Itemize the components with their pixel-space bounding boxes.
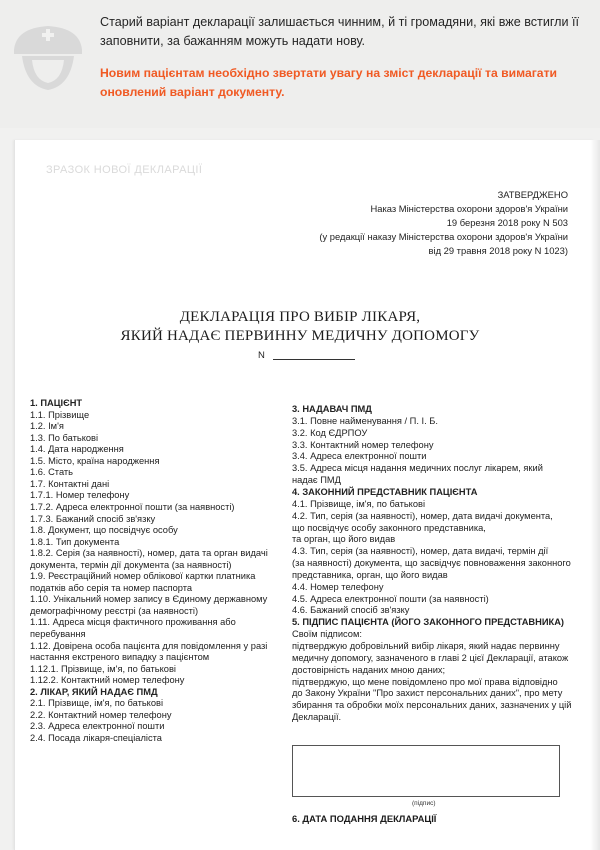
form-field-label: 1.6. Стать (30, 467, 74, 478)
form-field-label: 1.12. Довірена особа пацієнта для повідомлення у разі (30, 640, 268, 651)
declaration-number (258, 350, 355, 361)
banner-warning: Новим пацієнтам необхідно звертати увагу на зміст декларації та вимагати оновлений варіант документу. (100, 66, 558, 99)
form-field-label: (за наявності) документа, що засвідчує повноваження законного (292, 558, 571, 569)
form-field-label: 1.9. Реєстраційний номер облікової картки платника (30, 571, 256, 582)
form-field-label: 1.7.2. Адреса електронної пошти (за наявності) (30, 501, 235, 512)
section-heading: 5. ПІДПИС ПАЦІЄНТА (ЙОГО ЗАКОННОГО ПРЕДСТАВНИКА) (292, 617, 565, 628)
section-6-heading: 6. ДАТА ПОДАННЯ ДЕКЛАРАЦІЇ (292, 813, 437, 824)
form-field-label: 2.4. Посада лікаря-спеціаліста (30, 732, 162, 743)
form-field-label: 1.10. Унікальний номер запису в Єдиному державному (30, 594, 268, 605)
form-field-label: 1.12.1. Прізвище, ім'я, по батькові (30, 663, 176, 674)
form-field-label: 1.1. Прізвище (30, 409, 90, 420)
form-field-label: 4.3. Тип, серія (за наявності), номер, дата видачі, термін дії (292, 546, 549, 557)
form-field-label: 3.2. Код ЄДРПОУ (292, 427, 368, 438)
form-field-label: 1.7. Контактні дані (30, 478, 110, 489)
document-title-line-1: ДЕКЛАРАЦІЯ ПРО ВИБІР ЛІКАРЯ, (179, 309, 421, 325)
approval-line: ЗАТВЕРДЖЕНО (497, 189, 568, 200)
form-field-label: 2.1. Прізвище, ім'я, по батькові (30, 698, 164, 709)
form-field-label: перебування (30, 629, 86, 639)
form-field-label: 1.11. Адреса місця фактичного проживання або (30, 617, 236, 628)
section-heading: 3. НАДАВАЧ ПМД (292, 404, 372, 414)
nurse-icon (8, 20, 88, 92)
banner-notice: Старий варіант декларації залишається чинним, й ті громадяни, які вже встигли її заповнити, за бажанням можуть надати нову. (100, 15, 580, 48)
form-field-label: 4.5. Адреса електронної пошти (за наявності) (292, 593, 489, 604)
form-field-label: 1.7.1. Номер телефону (30, 490, 130, 501)
form-field-label: документа, термін дії документа (за наявності) (30, 559, 232, 570)
form-field-label: 1.3. По батькові (30, 432, 99, 443)
form-field-label: Декларації. (292, 712, 342, 723)
form-field-label: Своїм підписом: (292, 629, 362, 640)
form-field-label: що посвідчує особу законного представника, (292, 522, 486, 533)
form-field-label: 3.1. Повне найменування / П. І. Б. (292, 415, 438, 426)
signature-caption: (підпис) (412, 800, 436, 807)
form-field-label: 1.8.1. Тип документа (30, 536, 120, 547)
form-field-label: 1.8.2. Серія (за наявності), номер, дата та орган видачі (30, 548, 268, 559)
form-field-label: 1.7.3. Бажаний спосіб зв'язку (30, 513, 156, 524)
form-field-label: 3.3. Контактний номер телефону (292, 439, 434, 450)
form-field-label: збирання та обробки моїх персональних даних, зазначених у цій (292, 700, 572, 711)
form-field-label: 1.8. Документ, що посвідчує особу (30, 525, 178, 536)
form-field-label: 3.5. Адреса місця надання медичних послуг лікарем, який (292, 463, 543, 474)
form-field-label: та орган, що його видав (292, 534, 396, 545)
form-field-label: достовірність наданих мною даних; (292, 664, 446, 675)
form-field-label: до Закону України "Про захист персональних даних", про мету (292, 688, 563, 699)
section-heading: 1. ПАЦІЄНТ (30, 398, 83, 408)
approval-line: Наказ Міністерства охорони здоров'я України (370, 203, 568, 214)
form-field-label: податків або серія та номер паспорта (30, 582, 193, 593)
sheet-edge-shadow (590, 140, 600, 850)
form-field-label: 3.4. Адреса електронної пошти (292, 451, 427, 462)
form-field-label: 1.5. Місто, країна народження (30, 455, 160, 466)
form-field-label: підтверджую добровільний вибір лікаря, який надає первинну (292, 641, 560, 651)
form-field-label: 2.3. Адреса електронної пошти (30, 721, 165, 732)
form-field-label: 1.12.2. Контактний номер телефону (30, 675, 185, 686)
form-field-label: надає ПМД (292, 475, 341, 486)
form-field-label: демографічному реєстрі (за наявності) (30, 605, 199, 616)
form-field-label: представника, орган, що його видав (292, 569, 448, 580)
form-field-label: настання екстреного випадку з пацієнтом (30, 652, 210, 663)
form-field-label: 4.4. Номер телефону (292, 581, 384, 592)
number-label: N (258, 350, 265, 361)
form-field-label: 1.2. Ім'я (30, 421, 64, 432)
approval-line: 19 березня 2018 року N 503 (446, 217, 568, 228)
form-field-label: 1.4. Дата народження (30, 444, 124, 455)
approval-line: від 29 травня 2018 року N 1023) (428, 245, 568, 256)
form-field-label: 4.1. Прізвище, ім'я, по батькові (292, 498, 426, 509)
document-title-line-2: ЯКИЙ НАДАЄ ПЕРВИННУ МЕДИЧНУ ДОПОМОГУ (120, 328, 480, 344)
form-field-label: підтверджую, що мене повідомлено про мої права відповідно (292, 676, 558, 687)
signature-box[interactable] (292, 745, 560, 797)
form-field-label: 2.2. Контактний номер телефону (30, 709, 172, 720)
form-field-label: 4.2. Тип, серія (за наявності), номер, дата видачі документа, (292, 510, 553, 521)
number-blank-line (273, 359, 355, 360)
form-field-label: 4.6. Бажаний спосіб зв'язку (292, 605, 410, 616)
sample-label: ЗРАЗОК НОВОЇ ДЕКЛАРАЦІЇ (46, 164, 203, 176)
form-field-label: медичну допомогу, зазначеного в главі 2 цієї Декларації, атакож (292, 652, 569, 663)
section-heading: 2. ЛІКАР, ЯКИЙ НАДАЄ ПМД (30, 686, 158, 697)
approval-line: (у редакції наказу Міністерства охорони здоров'я України (319, 231, 568, 242)
section-heading: 4. ЗАКОННИЙ ПРЕДСТАВНИК ПАЦІЄНТА (292, 486, 478, 497)
approval-block (319, 188, 568, 258)
